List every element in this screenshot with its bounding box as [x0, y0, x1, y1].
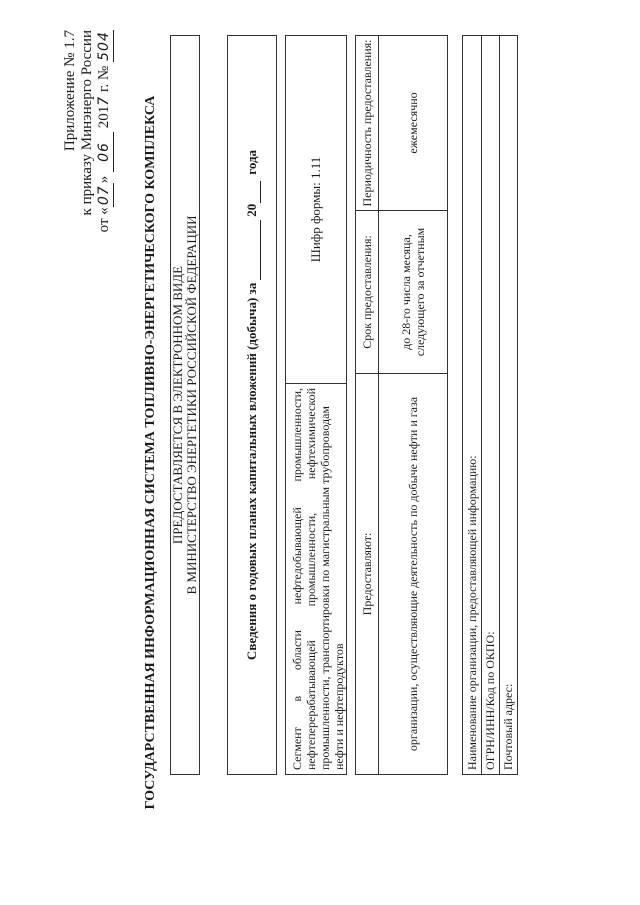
header-providers: Предоставляют: — [360, 532, 374, 616]
system-title: ГОСУДАРСТВЕННАЯ ИНФОРМАЦИОННАЯ СИСТЕМА ТОПЛИВНО-ЭНЕРГЕТИЧЕСКОГО КОМПЛЕКСА — [143, 95, 158, 810]
appendix-date-line: от «07» 06 2017 г. № 504 — [96, 31, 112, 233]
submit-box-line1: ПРЕДОСТАВЛЯЕТСЯ В ЭЛЕКТРОННОМ ВИДЕ — [170, 265, 185, 545]
appendix-number: Приложение № 1.7 — [62, 30, 78, 152]
report-title-suffix: года — [244, 149, 259, 175]
report-year-prefix: 20 — [244, 203, 259, 217]
report-year-blank[interactable] — [244, 181, 261, 203]
submit-box — [170, 35, 200, 775]
org-info-box — [462, 35, 518, 775]
form-code: Шифр формы: 1.11 — [308, 156, 323, 263]
submit-box-line2: В МИНИСТЕРСТВО ЭНЕРГЕТИКИ РОССИЙСКОЙ ФЕДЕРАЦИИ — [184, 215, 199, 595]
report-period-blank[interactable] — [244, 220, 261, 280]
cell-frequency: ежемесячно — [406, 92, 420, 154]
appendix-block — [62, 30, 114, 330]
appendix-order-ref: к приказу Минэнерго России — [79, 30, 95, 216]
cell-deadline: до 28-го числа месяца, следующего за отчетным — [399, 227, 427, 357]
org-info-divider-1 — [481, 36, 482, 774]
org-address-field[interactable]: Почтовый адрес: — [501, 683, 515, 770]
header-frequency: Периодичность предоставления: — [360, 39, 374, 207]
handwritten-year-digit: 7 — [96, 95, 112, 106]
handwritten-order-number: 504 — [96, 31, 112, 61]
handwritten-month: 06 — [96, 132, 114, 172]
handwritten-day: 07 — [96, 183, 114, 207]
report-title-box — [227, 35, 277, 775]
org-info-divider-2 — [499, 36, 500, 774]
segment-box — [285, 35, 347, 775]
org-ids-field[interactable]: ОГРН/ИНН/Код по ОКПО: — [483, 631, 497, 770]
report-title-text: Сведения о годовых планах капитальных вложений (добыча) за — [244, 282, 259, 661]
org-name-field[interactable]: Наименование организации, предоставляющей информацию: — [465, 455, 479, 770]
header-deadline: Срок предоставления: — [360, 235, 374, 349]
cell-providers: организации, осуществляющие деятельность по добыче нефти и газа — [406, 396, 420, 752]
segment-description: Сегмент в области нефтедобывающей промышленности, нефтеперерабатывающей промышленности, нефтехимической промышленности, транспортировки по магистральным трубопроводам нефти и нефтепродуктов — [290, 388, 346, 770]
providers-table — [355, 35, 448, 775]
segment-divider — [286, 383, 346, 384]
